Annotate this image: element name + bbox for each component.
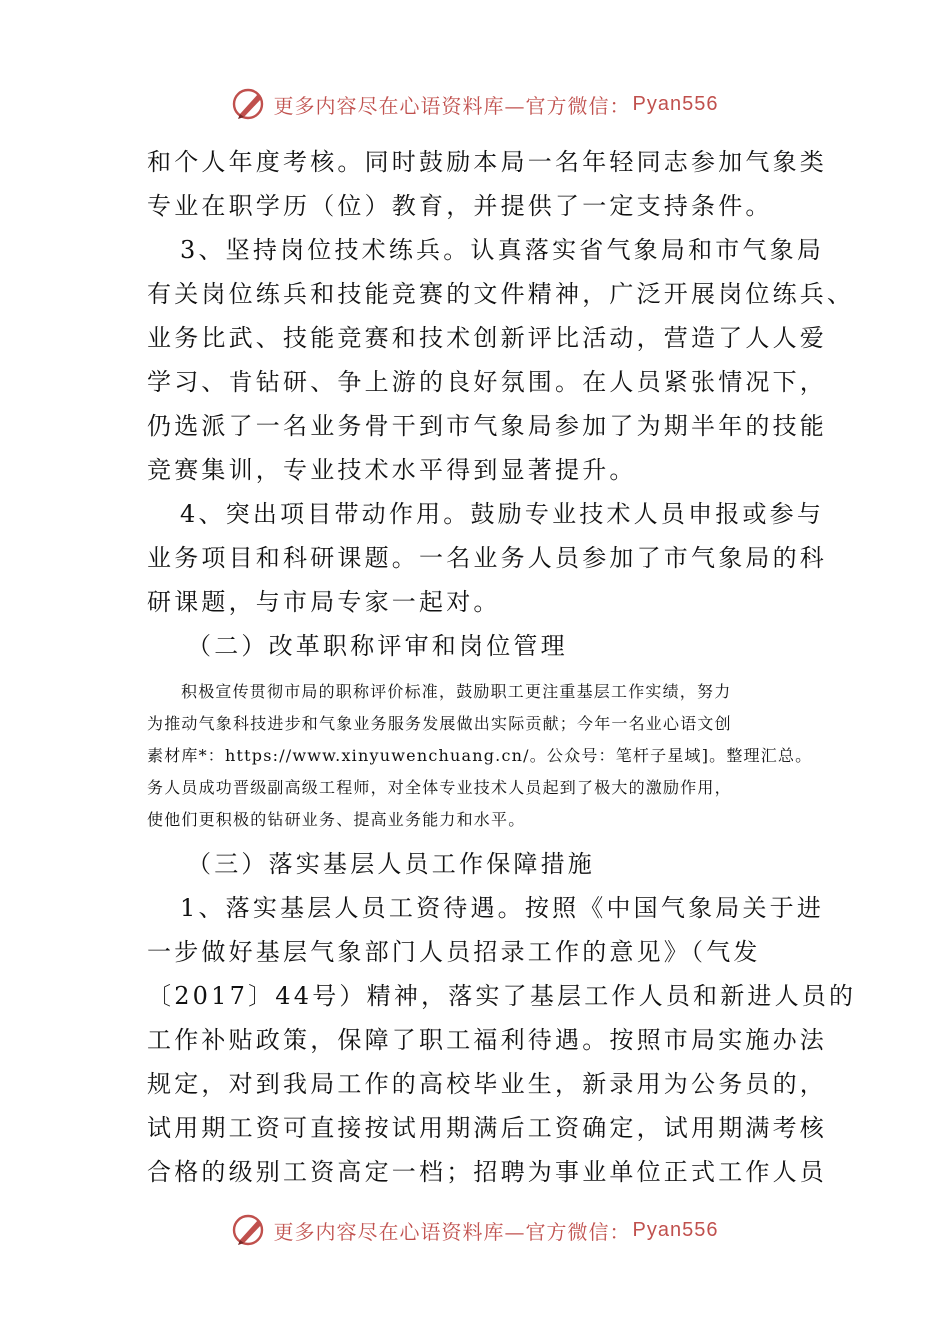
small-body-line: 使他们更积极的钻研业务、提高业务能力和水平。: [147, 810, 526, 829]
body-line: 规定，对到我局工作的高校毕业生，新录用为公务员的，: [147, 1070, 827, 1098]
header-banner: [0, 84, 950, 124]
body-line: 竞赛集训，专业技术水平得到显著提升。: [147, 456, 637, 484]
section-heading: （二）改革职称评审和岗位管理: [187, 632, 568, 660]
body-line: 和个人年度考核。同时鼓励本局一名年轻同志参加气象类: [147, 148, 827, 176]
body-line: 专业在职学历（位）教育，并提供了一定支持条件。: [147, 192, 773, 220]
body-line: 〔2017〕44号）精神，落实了基层工作人员和新进人员的: [147, 982, 857, 1010]
footer-banner-text: 更多内容尽在心语资料库—官方微信：: [273, 1219, 631, 1244]
body-line: 仍选派了一名业务骨干到市气象局参加了为期半年的技能: [147, 412, 827, 440]
body-line: 试用期工资可直接按试用期满后工资确定，试用期满考核: [147, 1114, 827, 1142]
pen-logo-icon: [232, 86, 268, 122]
small-body-line: 积极宣传贯彻市局的职称评价标准，鼓励职工更注重基层工作实绩，努力: [181, 682, 732, 701]
body-line: 学习、肯钻研、争上游的良好氛围。在人员紧张情况下，: [147, 368, 827, 396]
body-line: 有关岗位练兵和技能竞赛的文件精神，广泛开展岗位练兵、: [147, 280, 855, 308]
body-line: 业务比武、技能竞赛和技术创新评比活动，营造了人人爱: [147, 324, 827, 352]
body-line: 一步做好基层气象部门人员招录工作的意见》（气发: [147, 938, 761, 966]
small-body-line: 务人员成功晋级副高级工程师，对全体专业技术人员起到了极大的激励作用，: [147, 778, 732, 797]
document-body: [147, 140, 857, 1194]
small-body-line: 素材库*：https://www.xinyuwenchuang.cn/。公众号：笔杆子星域]。整理汇总。: [147, 746, 813, 765]
body-line: 工作补贴政策，保障了职工福利待遇。按照市局实施办法: [147, 1026, 827, 1054]
footer-banner: [0, 1210, 950, 1250]
footer-wechat-id: Pyan556: [632, 1218, 719, 1241]
small-body-line: 为推动气象科技进步和气象业务服务发展做出实际贡献；今年一名业心语文创: [147, 714, 732, 733]
body-line: 研课题，与市局专家一起对。: [147, 588, 501, 616]
numbered-item-heading: 4、突出项目带动作用。鼓励专业技术人员申报或参与: [180, 500, 825, 528]
header-banner-text: 更多内容尽在心语资料库—官方微信：: [273, 93, 631, 118]
pen-logo-icon: [232, 1212, 268, 1248]
section-heading: （三）落实基层人员工作保障措施: [187, 850, 595, 878]
numbered-item-heading: 1、落实基层人员工资待遇。按照《中国气象局关于进: [180, 894, 825, 922]
header-wechat-id: Pyan556: [632, 92, 719, 115]
body-line: 业务项目和科研课题。一名业务人员参加了市气象局的科: [147, 544, 827, 572]
numbered-item-heading: 3、坚持岗位技术练兵。认真落实省气象局和市气象局: [180, 236, 825, 264]
body-line: 合格的级别工资高定一档；招聘为事业单位正式工作人员: [147, 1158, 827, 1186]
